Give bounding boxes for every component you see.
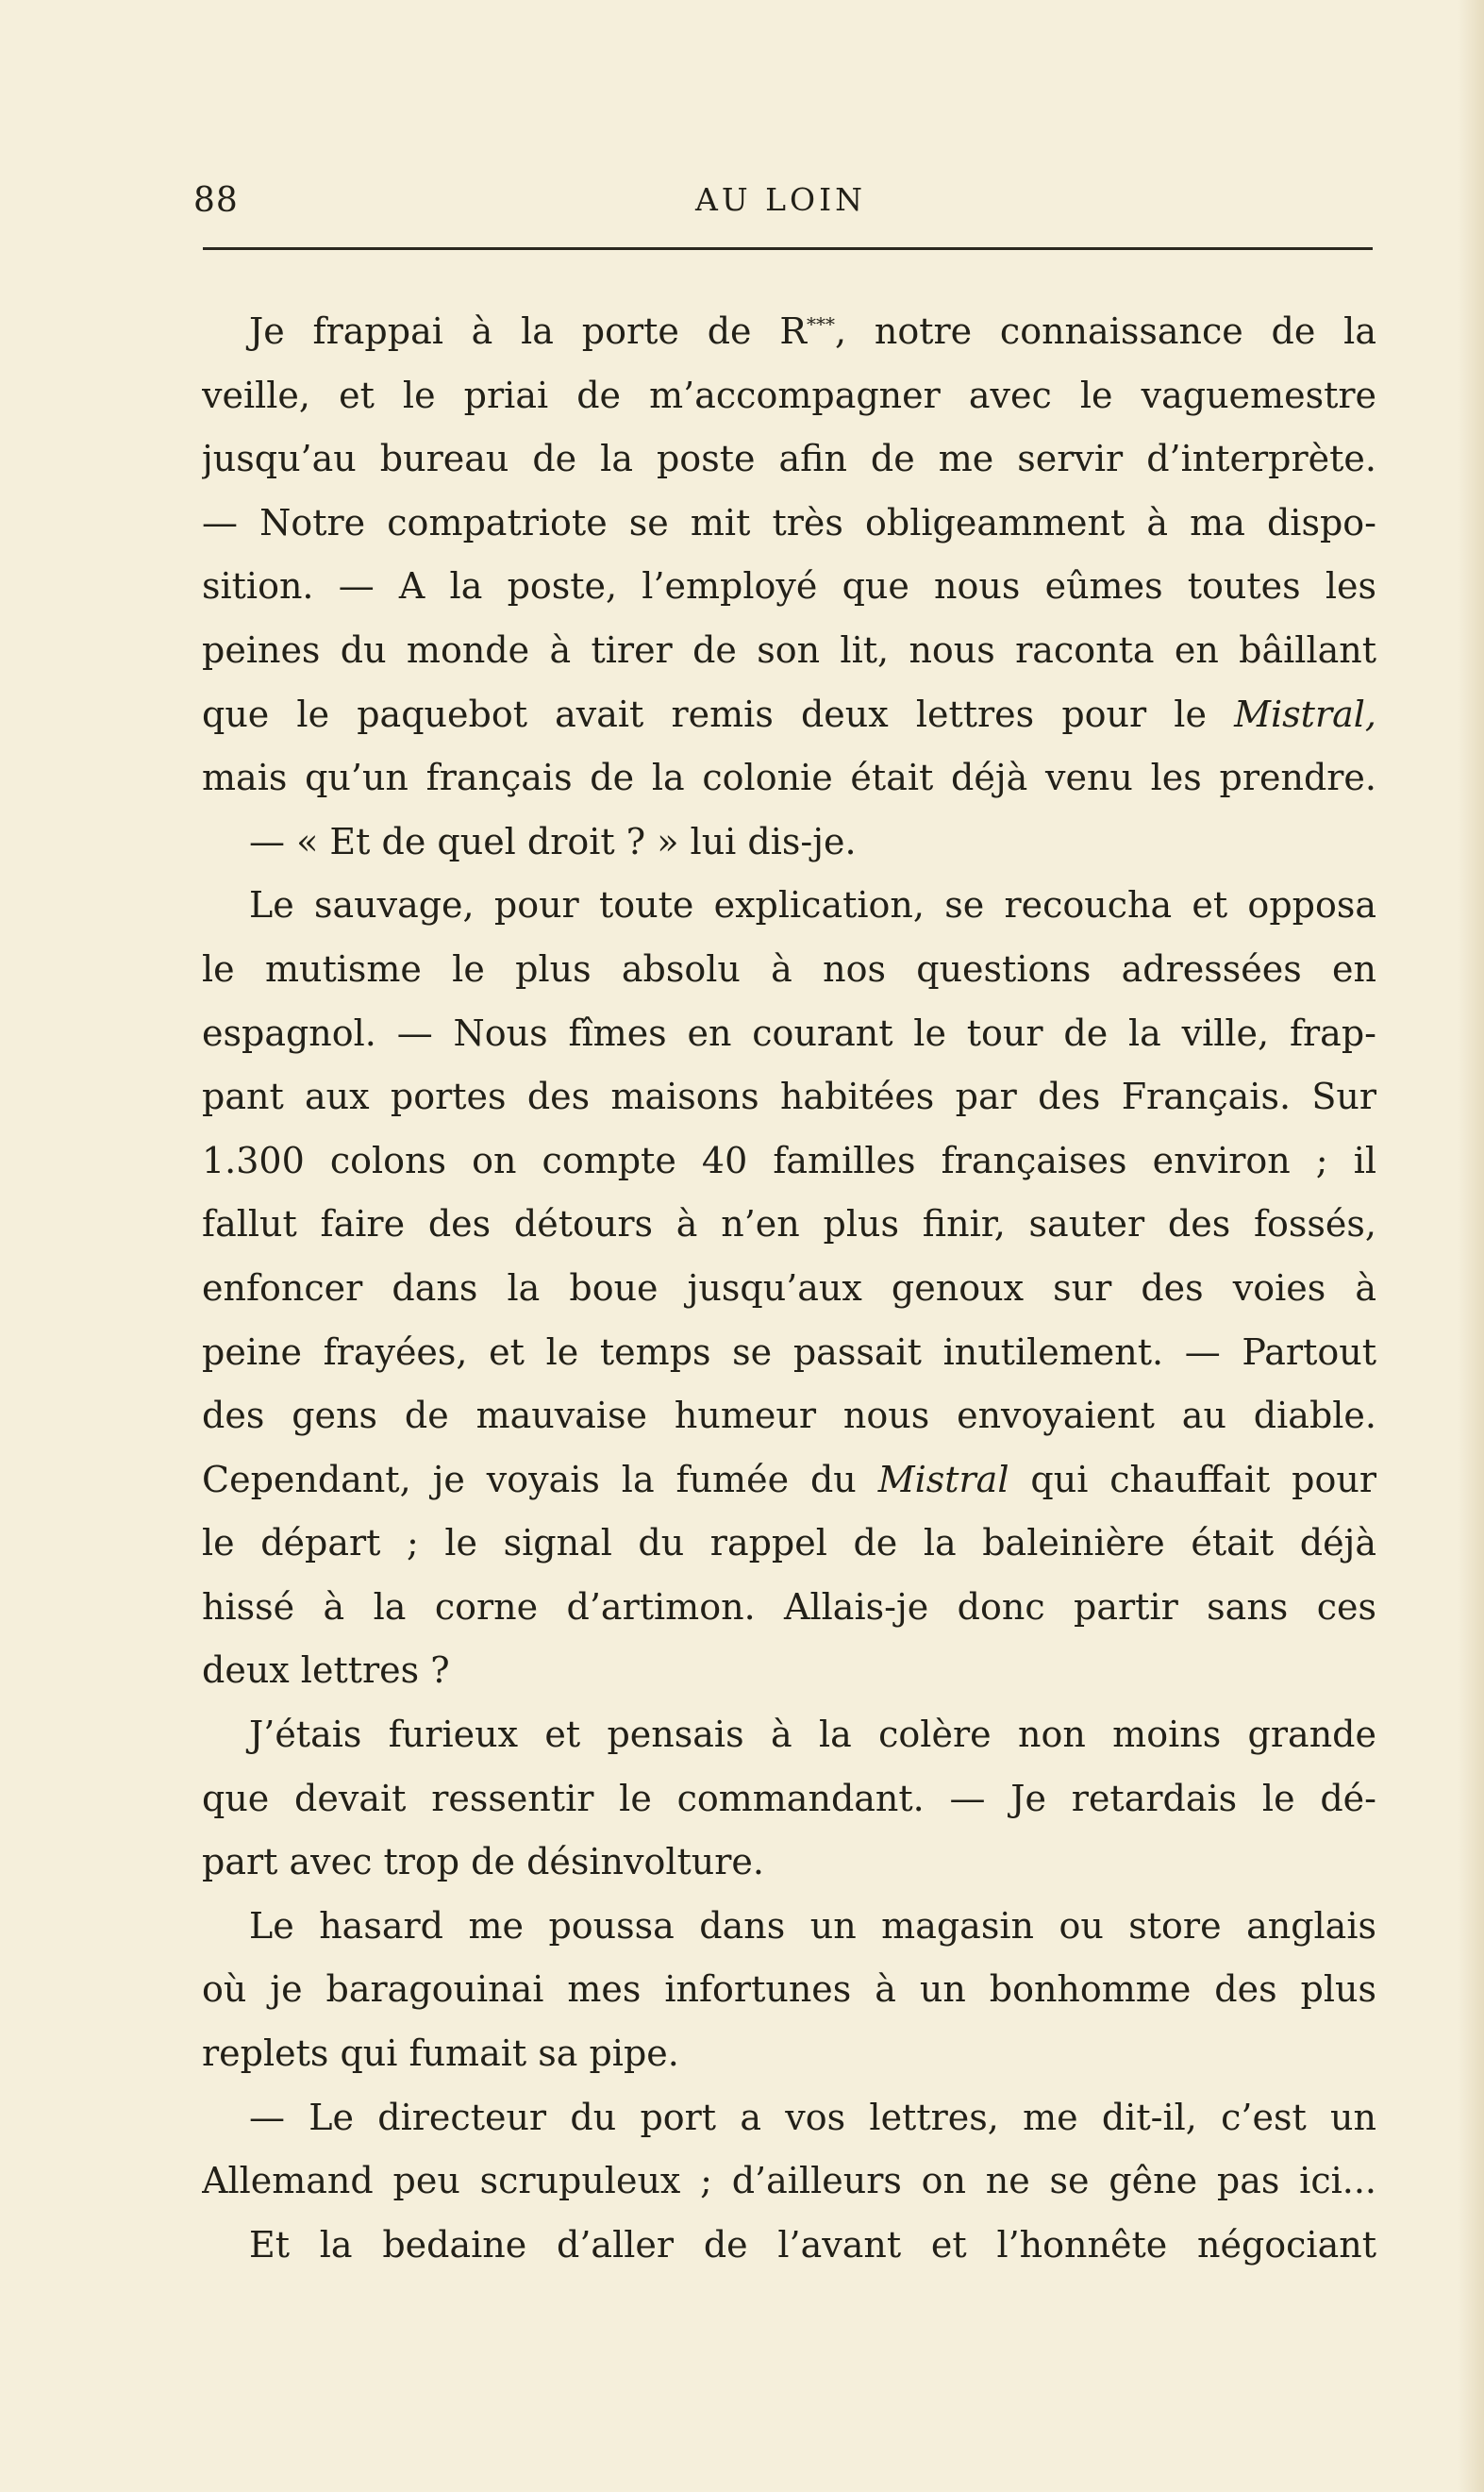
text-line: Le hasard me poussa dans un magasin ou store anglais bbox=[249, 1904, 1376, 1947]
text-line: des gens de mauvaise humeur nous envoyaient au diable. bbox=[202, 1395, 1376, 1437]
ship-name-italic: Mistral, bbox=[1234, 693, 1376, 735]
text-line: enfoncer dans la boue jusqu’aux genoux sur des voies à bbox=[202, 1266, 1376, 1309]
running-title: AU LOIN bbox=[694, 181, 866, 218]
text-line: Je frappai à la porte de R***, notre connaissance de la bbox=[249, 310, 1376, 352]
text-line: jusqu’au bureau de la poste afin de me servir d’interprète. bbox=[202, 438, 1376, 480]
body-text bbox=[202, 300, 1376, 2277]
running-head bbox=[193, 181, 1368, 238]
text-line: J’étais furieux et pensais à la colère non moins grande bbox=[249, 1714, 1376, 1756]
text-line: mais qu’un français de la colonie était déjà venu les prendre. bbox=[202, 757, 1376, 799]
text-line: sition. — A la poste, l’employé que nous eûmes toutes les bbox=[202, 565, 1376, 608]
text-line: pant aux portes des maisons habitées par des Français. Sur bbox=[202, 1076, 1376, 1118]
ship-name-italic: Mistral bbox=[877, 1458, 1009, 1500]
text-line: que le paquebot avait remis deux lettres pour le Mistral, bbox=[202, 693, 1376, 735]
text-line: Cependant, je voyais la fumée du Mistral qui chauffait pour bbox=[202, 1458, 1376, 1500]
text-line: que devait ressentir le commandant. — Je retardais le dé- bbox=[202, 1777, 1376, 1819]
text-line: — « Et de quel droit ? » lui dis-je. bbox=[249, 820, 857, 862]
header-rule bbox=[203, 247, 1373, 250]
text-line: part avec trop de désinvolture. bbox=[202, 1841, 764, 1883]
text-line: Et la bedaine d’aller de l’avant et l’honnête négociant bbox=[249, 2223, 1376, 2266]
text-line: veille, et le priai de m’accompagner avec le vaguemestre bbox=[202, 374, 1376, 416]
text-line: Le sauvage, pour toute explication, se recoucha et opposa bbox=[249, 884, 1376, 927]
text-line: 1.300 colons on compte 40 familles françaises environ ; il bbox=[202, 1139, 1376, 1181]
page-edge bbox=[1458, 0, 1484, 2492]
text-line: Allemand peu scrupuleux ; d’ailleurs on ne se gêne pas ici... bbox=[202, 2160, 1376, 2202]
text-line: peine frayées, et le temps se passait inutilement. — Partout bbox=[202, 1330, 1376, 1373]
text-line: espagnol. — Nous fîmes en courant le tour de la ville, frap- bbox=[202, 1012, 1376, 1054]
text-line: — Notre compatriote se mit très obligeamment à ma dispo- bbox=[202, 501, 1376, 544]
text-line: peines du monde à tirer de son lit, nous raconta en bâillant bbox=[202, 628, 1376, 671]
text-line: le départ ; le signal du rappel de la baleinière était déjà bbox=[202, 1522, 1376, 1564]
text-line: replets qui fumait sa pipe. bbox=[202, 2032, 679, 2075]
text-line: où je baragouinai mes infortunes à un bonhomme des plus bbox=[202, 1968, 1376, 2011]
text-line: le mutisme le plus absolu à nos questions adressées en bbox=[202, 947, 1376, 990]
page-number: 88 bbox=[193, 181, 239, 220]
text-line: hissé à la corne d’artimon. Allais-je donc partir sans ces bbox=[202, 1585, 1376, 1628]
text-line: fallut faire des détours à n’en plus finir, sauter des fossés, bbox=[202, 1203, 1376, 1246]
text-line: deux lettres ? bbox=[202, 1649, 450, 1692]
text-line: — Le directeur du port a vos lettres, me dit-il, c’est un bbox=[249, 2096, 1376, 2138]
